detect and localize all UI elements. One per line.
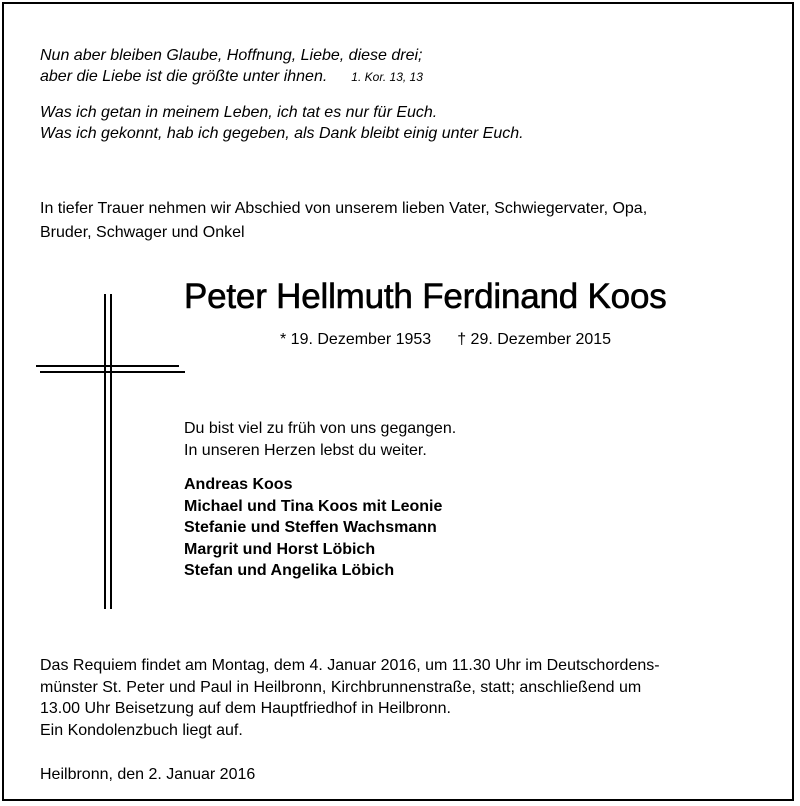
farewell-line-2: In unseren Herzen lebst du weiter. [184, 442, 427, 459]
intro-line-2: Bruder, Schwager und Onkel [40, 224, 245, 241]
memorial-verse-line-1: Was ich getan in meinem Leben, ich tat es nur für Euch. [40, 104, 438, 121]
mourner-item: Stefanie und Steffen Wachsmann [184, 519, 437, 536]
intro-text [40, 197, 647, 245]
mourner-item: Margrit und Horst Löbich [184, 540, 376, 558]
requiem-info [40, 655, 660, 741]
mourner-item: Andreas Koos [184, 476, 293, 493]
requiem-line-3: 13.00 Uhr Beisetzung auf dem Hauptfriedhof in Heilbronn. [40, 700, 451, 717]
farewell-text [184, 418, 456, 462]
bible-quote [40, 45, 423, 88]
deceased-name: Peter Hellmuth Ferdinand Koos [184, 277, 667, 316]
place-and-date: Heilbronn, den 2. Januar 2016 [40, 766, 256, 783]
cross-vertical-line-right [110, 294, 112, 609]
cross-vertical-line-left [104, 294, 106, 609]
bible-reference: 1. Kor. 13, 13 [351, 70, 423, 84]
life-dates [280, 330, 611, 350]
cross-horizontal-line-top [36, 365, 179, 367]
mourner-item: Michael und Tina Koos mit Leonie [184, 497, 443, 515]
bible-quote-line-1: Nun aber bleiben Glaube, Hoffnung, Liebe, diese drei; [40, 47, 423, 64]
memorial-verse-line-2: Was ich gekonnt, hab ich gegeben, als Dank bleibt einig unter Euch. [40, 125, 524, 142]
birth-date: * 19. Dezember 1953 [280, 331, 432, 348]
requiem-line-1: Das Requiem findet am Montag, dem 4. Januar 2016, um 11.30 Uhr im Deutschordens- [40, 657, 660, 674]
requiem-line-2: münster St. Peter und Paul in Heilbronn, Kirchbrunnenstraße, statt; anschließend um [40, 678, 642, 696]
death-date: † 29. Dezember 2015 [457, 331, 612, 348]
mourners-list [184, 474, 442, 582]
requiem-line-4: Ein Kondolenzbuch liegt auf. [40, 721, 243, 739]
cross-horizontal-line-bottom [40, 371, 185, 373]
intro-line-1: In tiefer Trauer nehmen wir Abschied von unserem lieben Vater, Schwiegervater, Opa, [40, 200, 648, 217]
bible-quote-line-2-text: aber die Liebe ist die größte unter ihnen. [40, 68, 328, 85]
bible-quote-line-2 [40, 66, 423, 88]
memorial-verse [40, 102, 524, 144]
farewell-line-1: Du bist viel zu früh von uns gegangen. [184, 420, 457, 437]
mourner-item: Stefan und Angelika Löbich [184, 562, 395, 579]
